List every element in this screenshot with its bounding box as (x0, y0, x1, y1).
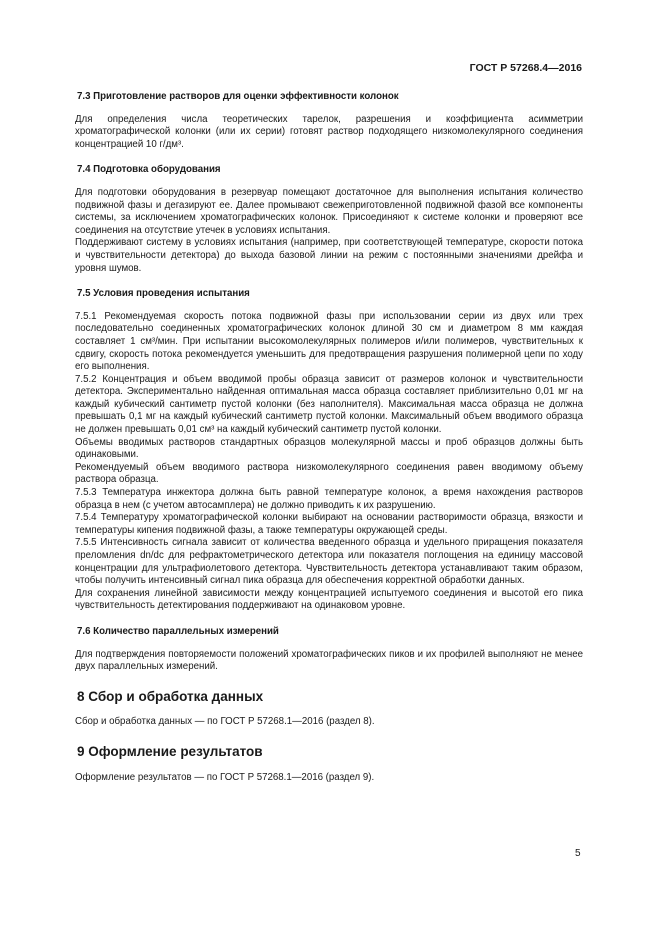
section-8-title: 8 Сбор и обработка данных (77, 688, 264, 704)
section-9-paragraph-1: Оформление результатов — по ГОСТ Р 57268.1—2016 (раздел 9). (75, 771, 375, 783)
section-7-3-paragraph-1: Для определения числа теоретических тарелок, разрешения и коэффициента асимметрии хроматографической колонки (или их серии) готовят раствор подходящего низкомолекулярного соединения концентрацией 10 г/дм³. (75, 113, 583, 150)
section-7-4-title: 7.4 Подготовка оборудования (77, 164, 221, 176)
section-8-paragraph-1: Сбор и обработка данных — по ГОСТ Р 57268.1—2016 (раздел 8). (75, 716, 375, 728)
document-body (75, 91, 583, 784)
section-7-5-2-paragraph: 7.5.2 Концентрация и объем вводимой пробы образца зависит от размеров колонок и чувствительности детектора. Экспериментально найденная оптимальная масса образца составляет приблизительно 0,01 мг на каждый кубический сантиметр пустой колонки (без наполнителя). Максимальная масса образца не должна превышать 0,1 мг на каждый кубический сантиметр пустой колонки. Максимальный объем вводимого образца не должен превышать 0,01 см³ на каждый кубический сантиметр пустой колонки. (75, 373, 583, 436)
section-7-4-paragraph-1: Для подготовки оборудования в резервуар помещают достаточное для выполнения испытания количество подвижной фазы и дегазируют ее. Далее промывают свежеприготовленной подвижной фазой все компоненты системы, за исключением хроматографических колонок. Присоединяют к системе колонки и проверяют все соединения на отсутствие утечек в условиях испытания. (75, 186, 583, 236)
section-7-5-title: 7.5 Условия проведения испытания (77, 288, 250, 300)
section-7-5-paragraph-4: Рекомендуемый объем вводимого раствора низкомолекулярного соединения равен вводимому объему раствора образца. (75, 461, 583, 486)
section-7-5-3-paragraph: 7.5.3 Температура инжектора должна быть равной температуре колонок, а время нахождения растворов образца в нем (с учетом автосамплера) не должно приводить к их разрушению. (75, 487, 583, 511)
section-7-5-4-paragraph: 7.5.4 Температуру хроматографической колонки выбирают на основании растворимости образца, вязкости и температуры кипения подвижной фазы, а также температуры окружающей среды. (75, 512, 583, 536)
section-7-5-1-paragraph: 7.5.1 Рекомендуемая скорость потока подвижной фазы при использовании серии из двух или трех последовательно соединенных хроматографических колонок длиной 30 см и диаметром 8 мм каждая составляет 1 см³/мин. При испытании высокомолекулярных полимеров и/или полимеров, чувствительных к сдвигу, скорость потока рекомендуется уменьшить для предотвращения разрушения полимерной цепи по ходу его выполнения. (75, 310, 583, 373)
section-7-4-paragraph-2: Поддерживают систему в условиях испытания (например, при соответствующей температуре, скорости потока и чувствительности детектора) до выхода базовой линии на режим с постоянными значениями дрейфа и уровня шумов. (75, 237, 583, 274)
section-7-6-paragraph-1: Для подтверждения повторяемости положений хроматографических пиков и их профилей выполняют не менее двух параллельных измерений. (75, 648, 583, 673)
standard-header: ГОСТ Р 57268.4—2016 (469, 62, 582, 74)
section-7-5-paragraph-3: Объемы вводимых растворов стандартных образцов молекулярной массы и проб образцов должны быть одинаковыми. (75, 436, 583, 461)
page-number: 5 (575, 848, 581, 859)
section-7-6-title: 7.6 Количество параллельных измерений (77, 625, 279, 637)
section-9-title: 9 Оформление результатов (77, 743, 263, 759)
section-7-5-5-paragraph: 7.5.5 Интенсивность сигнала зависит от количества введенного образца и удельного приращения показателя преломления dn/dc для рефрактометрического детектора или показателя поглощения на единицу массовой концентрации для ультрафиолетового детектора. Чувствительность детектора устанавливают таким образом, чтобы получить интенсивный сигнал пика образца для обеспечения корректной обработки данных. (75, 537, 583, 587)
section-7-5-paragraph-8: Для сохранения линейной зависимости между концентрацией испытуемого соединения и высотой его пика чувствительность детектирования поддерживают на одинаковом уровне. (75, 587, 583, 612)
section-7-3-title: 7.3 Приготовление растворов для оценки эффективности колонок (77, 91, 399, 102)
